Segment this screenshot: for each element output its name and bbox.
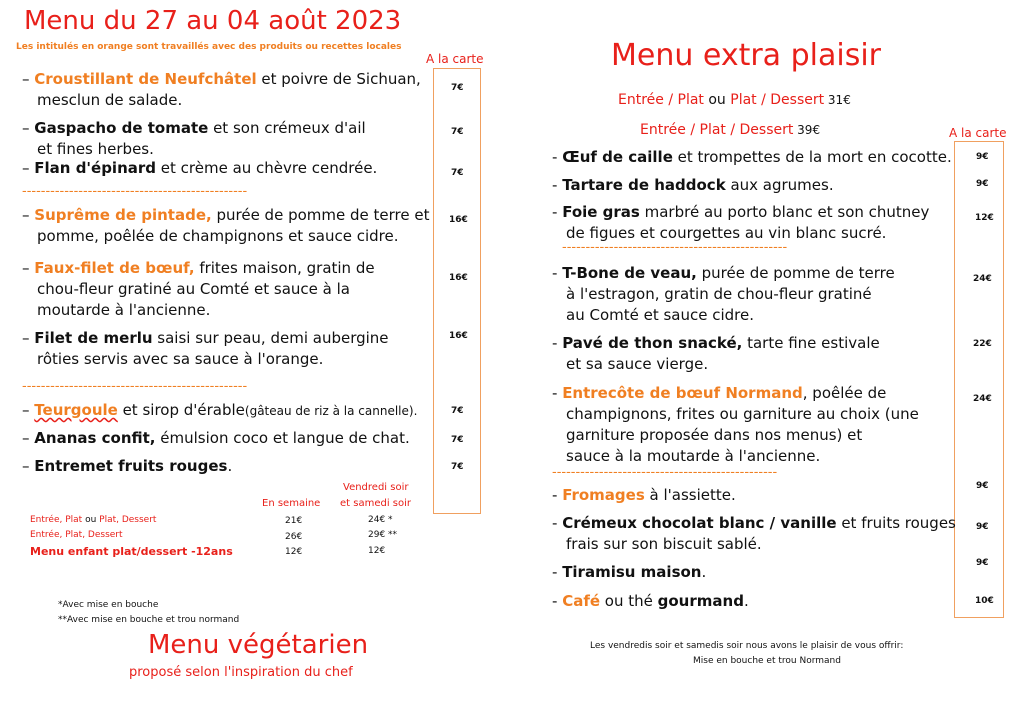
left-carte-label: A la carte [426, 52, 484, 66]
list-item: - Foie gras marbré au porto blanc et son chutney de figues et courgettes au vin blanc sucré. [552, 203, 930, 242]
list-item: – Gaspacho de tomate et son crémeux d'ail et fines herbes. [22, 119, 366, 158]
price: 7€ [451, 168, 464, 178]
price: 16€ [449, 273, 468, 283]
list-item: – Ananas confit, émulsion coco et langue de chat. [22, 429, 410, 447]
local-products-note: Les intitulés en orange sont travaillés avec des produits ou recettes locales [16, 42, 402, 52]
formula-week-price: 12€ [285, 547, 303, 557]
list-item: - Café ou thé gourmand. [552, 592, 749, 610]
price: 16€ [449, 215, 468, 225]
price: 12€ [975, 213, 994, 223]
vegetarian-subtitle: proposé selon l'inspiration du chef [129, 665, 353, 680]
list-item: – Entremet fruits rouges. [22, 457, 233, 475]
list-item: - Tartare de haddock aux agrumes. [552, 176, 834, 194]
price: 10€ [975, 596, 994, 606]
extra-formula-2: Entrée / Plat / Dessert 39€ [640, 122, 821, 138]
price: 9€ [976, 152, 989, 162]
weekend-header-2: et samedi soir [340, 498, 412, 509]
price: 22€ [973, 339, 992, 349]
formula-week-price: 21€ [285, 516, 303, 526]
price: 9€ [976, 179, 989, 189]
price: 7€ [451, 127, 464, 137]
list-item: - Pavé de thon snacké, tarte fine estivale et sa sauce vierge. [552, 334, 880, 373]
list-item: – Croustillant de Neufchâtel et poivre de Sichuan, mesclun de salade. [22, 70, 421, 109]
separator: ------------------------------------------------ [562, 240, 788, 255]
price: 7€ [451, 83, 464, 93]
formula-week-price: 26€ [285, 532, 303, 542]
price: 9€ [976, 522, 989, 532]
list-item: – Suprême de pintade, purée de pomme de terre et pomme, poêlée de champignons et sauce cidre. [22, 206, 430, 245]
price: 9€ [976, 558, 989, 568]
footnote-1: *Avec mise en bouche [58, 600, 159, 610]
formula-weekend-price: 24€ * [368, 515, 393, 525]
formula-row: Entrée, Plat ou Plat, Dessert [30, 515, 157, 525]
extra-formula-1: Entrée / Plat ou Plat / Dessert 31€ [618, 92, 851, 108]
footnote-2: **Avec mise en bouche et trou normand [58, 615, 240, 625]
weekend-header-1: Vendredi soir [343, 482, 409, 493]
formula-row: Entrée, Plat, Dessert [30, 530, 123, 540]
vegetarian-title: Menu végétarien [148, 630, 369, 660]
formula-weekend-price: 12€ [368, 546, 386, 556]
list-item: - Crémeux chocolat blanc / vanille et fruits rouges frais sur son biscuit sablé. [552, 514, 956, 553]
price: 7€ [451, 406, 464, 416]
list-item: - Entrecôte de bœuf Normand, poêlée de champignons, frites ou garniture au choix (une garniture proposée dans nos menus) et sauce à la moutarde à l'ancienne. [552, 384, 919, 465]
right-carte-label: A la carte [949, 126, 1007, 140]
list-item: - T-Bone de veau, purée de pomme de terre à l'estragon, gratin de chou-fleur gratiné au Comté et sauce cidre. [552, 264, 895, 324]
list-item: – Flan d'épinard et crème au chèvre cendrée. [22, 159, 378, 177]
separator: ------------------------------------------------ [22, 379, 248, 394]
price: 16€ [449, 331, 468, 341]
price: 7€ [451, 462, 464, 472]
list-item: – Faux-filet de bœuf, frites maison, gratin de chou-fleur gratiné au Comté et sauce à la moutarde à l'ancienne. [22, 259, 375, 319]
right-menu-title: Menu extra plaisir [611, 38, 881, 73]
price: 9€ [976, 481, 989, 491]
week-header: En semaine [262, 498, 321, 509]
price: 24€ [973, 274, 992, 284]
list-item: - Tiramisu maison. [552, 563, 707, 581]
list-item: - Œuf de caille et trompettes de la mort en cocotte. [552, 148, 952, 166]
footer-note-1: Les vendredis soir et samedis soir nous avons le plaisir de vous offrir: [590, 641, 904, 651]
price: 24€ [973, 394, 992, 404]
list-item: - Fromages à l'assiette. [552, 486, 736, 504]
footer-note-2: Mise en bouche et trou Normand [693, 656, 841, 666]
formula-weekend-price: 29€ ** [368, 530, 398, 540]
separator: ------------------------------------------------ [22, 184, 248, 199]
separator: ------------------------------------------------ [552, 465, 778, 480]
left-menu-title: Menu du 27 au 04 août 2023 [24, 6, 402, 36]
list-item: – Teurgoule et sirop d'érable(gâteau de riz à la cannelle). [22, 401, 418, 419]
price: 7€ [451, 435, 464, 445]
formula-row-kids: Menu enfant plat/dessert -12ans [30, 545, 233, 558]
list-item: – Filet de merlu saisi sur peau, demi aubergine rôties servis avec sa sauce à l'orange. [22, 329, 389, 368]
